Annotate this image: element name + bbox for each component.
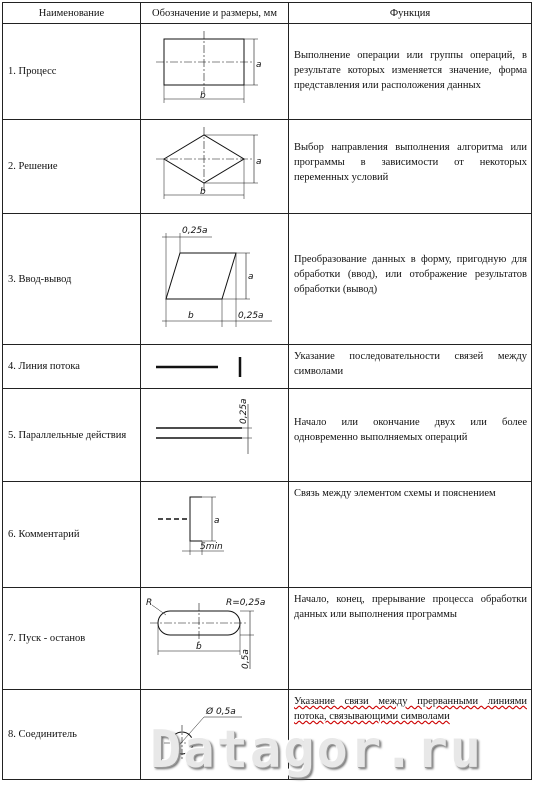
- process-symbol: [142, 25, 288, 119]
- table-row: [3, 120, 532, 214]
- parallel-symbol: [142, 390, 288, 480]
- row-function: Начало, конец, прерывание процесса обработки данных или выполнения программы: [289, 588, 532, 690]
- flowline-symbol-cell: [141, 345, 289, 389]
- terminal-symbol-cell: [141, 588, 289, 690]
- row-function: Связь между элементом схемы и пояснением: [289, 482, 532, 588]
- row-function: Выполнение операции или группы операций, в результате которых изменяется значение, форма представления или расположения данных: [289, 24, 532, 120]
- dim-rval: R=0,25a: [225, 597, 265, 608]
- dim-b: b: [195, 641, 202, 652]
- watermark: Datagor.ru: [150, 720, 484, 780]
- row-name: 5. Параллельные действия: [3, 389, 141, 482]
- row-function: [289, 690, 532, 780]
- dim-a: a: [213, 515, 220, 526]
- row-name: 4. Линия потока: [3, 345, 141, 389]
- row-name: 2. Решение: [3, 120, 141, 214]
- row-name: 7. Пуск - останов: [3, 588, 141, 690]
- process-symbol-cell: [141, 24, 289, 120]
- flowchart-symbols-table: [2, 2, 532, 780]
- dim-r: R: [145, 597, 152, 608]
- flowline-symbol: [142, 347, 288, 387]
- table-row: [3, 389, 532, 482]
- row-function: Начало или окончание двух или более одновременно выполняемых операций: [289, 389, 532, 482]
- row-function: Выбор направления выполнения алгоритма или программы в зависимости от некоторых переменных условий: [289, 120, 532, 214]
- header-symbol: Обозначение и размеры, мм: [141, 3, 289, 24]
- io-symbol-cell: [141, 214, 289, 345]
- connector-symbol-cell: [141, 690, 289, 780]
- parallel-symbol-cell: [141, 389, 289, 482]
- row-function: Указание последовательности связей между символами: [289, 345, 532, 389]
- dim-a: a: [255, 59, 262, 70]
- dim-b: b: [199, 186, 206, 197]
- decision-symbol: [142, 121, 288, 213]
- row-name: 1. Процесс: [3, 24, 141, 120]
- row-name: 8. Соединитель: [3, 690, 141, 780]
- table-row: [3, 24, 532, 120]
- dim-b: b: [199, 90, 206, 101]
- row-name: 6. Комментарий: [3, 482, 141, 588]
- table-row: [3, 588, 532, 690]
- comment-symbol-cell: [141, 482, 289, 588]
- table-row: [3, 214, 532, 345]
- terminal-symbol: [142, 589, 288, 689]
- dim-top: 0,25a: [181, 226, 208, 236]
- connector-symbol: [142, 691, 288, 779]
- comment-symbol: [142, 483, 288, 587]
- dim-h: 0,5a: [240, 648, 251, 669]
- table-row: [3, 482, 532, 588]
- row-function: Преобразование данных в форму, пригодную для обработки (ввод), или отображение результатов обработки (вывод): [289, 214, 532, 345]
- table-row: [3, 690, 532, 780]
- header-function: Функция: [289, 3, 532, 24]
- dim-min: 5min: [199, 541, 223, 552]
- decision-symbol-cell: [141, 120, 289, 214]
- table-row: [3, 345, 532, 389]
- header-row: [3, 3, 532, 24]
- row-function-text: Указание связи между прерванными линиями потока, связывающими символами: [294, 696, 527, 722]
- dim-v: 0,25a: [238, 398, 249, 424]
- dim-a: a: [255, 156, 262, 167]
- dim-a: a: [247, 272, 254, 282]
- row-name: 3. Ввод-вывод: [3, 214, 141, 345]
- dim-d: Ø 0,5a: [205, 706, 236, 717]
- io-symbol: [142, 215, 288, 343]
- dim-bottom: 0,25a: [237, 311, 264, 321]
- dim-b: b: [187, 311, 194, 321]
- header-name: Наименование: [3, 3, 141, 24]
